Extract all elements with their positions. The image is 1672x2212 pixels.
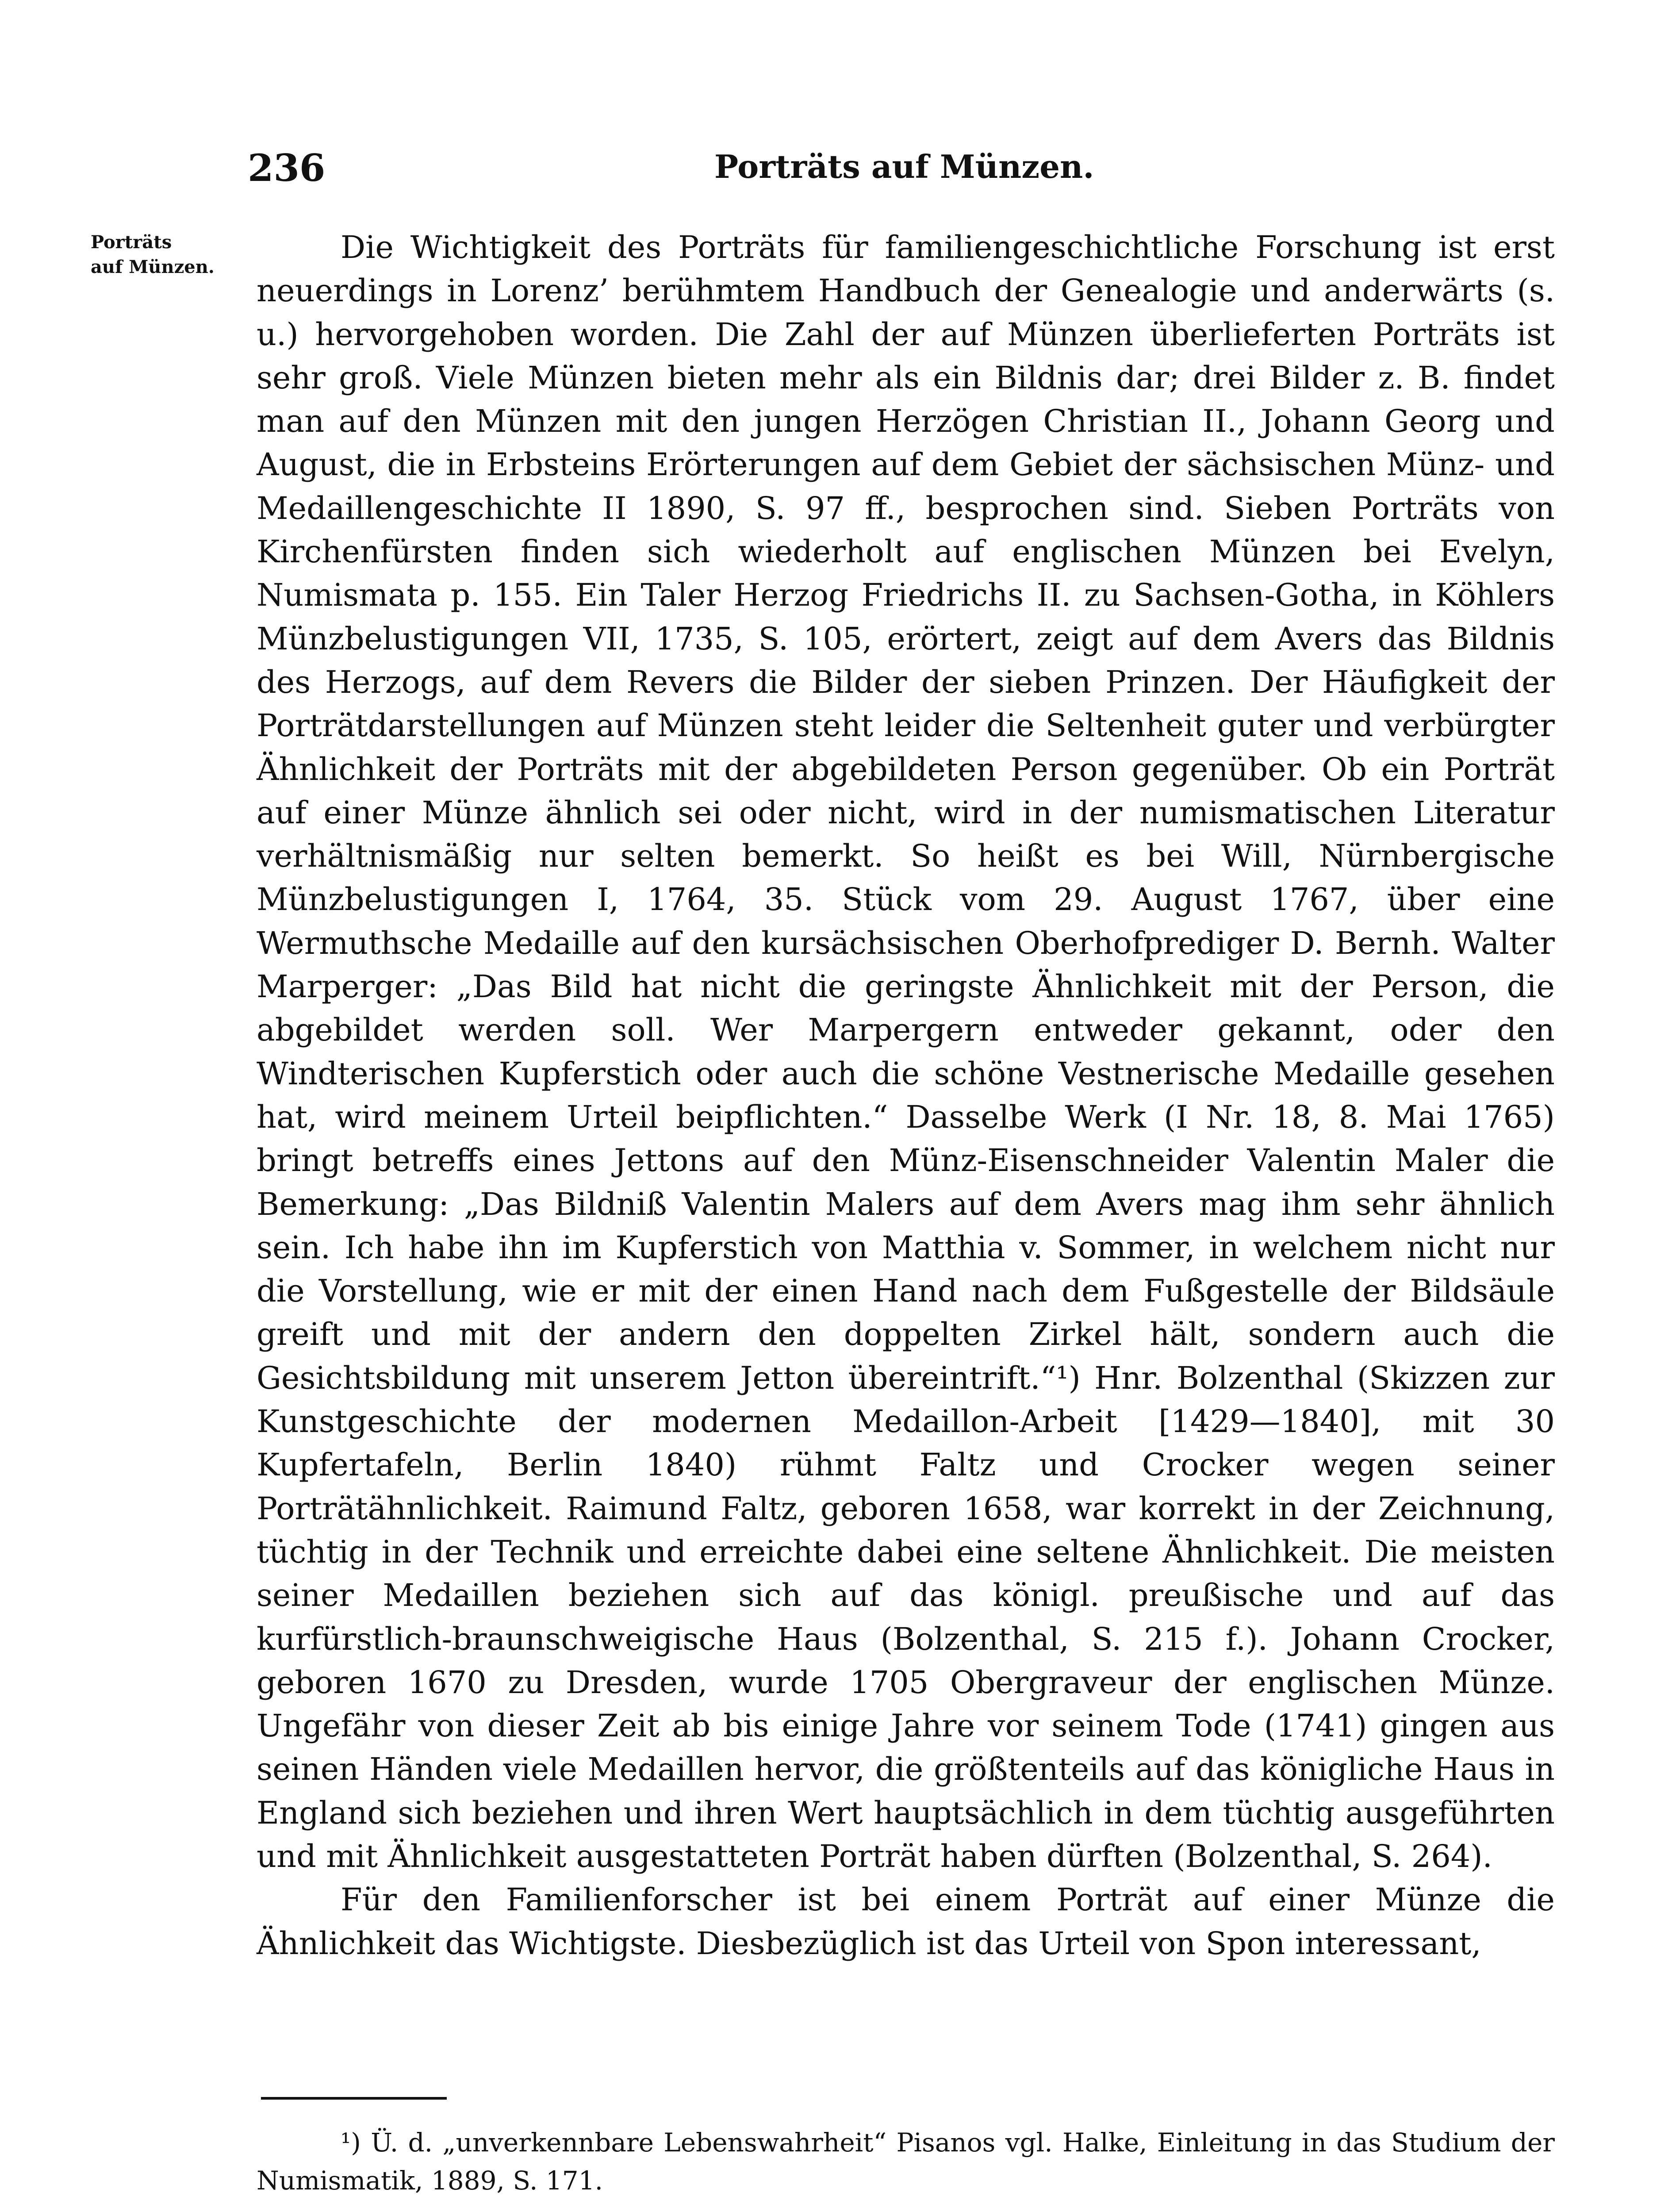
margin-note-line: auf Münzen. (91, 257, 215, 277)
margin-note (91, 230, 250, 280)
margin-note-line: Porträts (91, 232, 172, 253)
running-head: Porträts auf Münzen. (714, 148, 1094, 185)
paragraph: Die Wichtigkeit des Porträts für familiengeschichtliche Forschung ist erst neuerdings in Lorenz’ berühmtem Handbuch der Genealogie und anderwärts (s. u.) hervorgehoben worden. Die Zahl der auf Münzen überlieferten Porträts ist sehr groß. Viele Münzen bieten mehr als ein Bildnis dar; drei Bilder z. B. findet man auf den Münzen mit den jungen Herzögen Christian II., Johann Georg und August, die in Erbsteins Erörterungen auf dem Gebiet der sächsischen Münz- und Medaillengeschichte II 1890, S. 97 ff., besprochen sind. Sieben Porträts von Kirchenfürsten finden sich wiederholt auf englischen Münzen bei Evelyn, Numismata p. 155. Ein Taler Herzog Friedrichs II. zu Sachsen-Gotha, in Köhlers Münzbelustigungen VII, 1735, S. 105, erörtert, zeigt auf dem Avers das Bildnis des Herzogs, auf dem Revers die Bilder der sieben Prinzen. Der Häufigkeit der Porträtdarstellungen auf Münzen steht leider die Seltenheit guter und verbürgter Ähnlichkeit der Porträts mit der abgebildeten Person gegenüber. Ob ein Porträt auf einer Münze ähnlich sei oder nicht, wird in der numismatischen Literatur verhältnismäßig nur selten bemerkt. So heißt es bei Will, Nürnbergische Münzbelustigungen I, 1764, 35. Stück vom 29. August 1767, über eine Wermuthsche Medaille auf den kursächsischen Oberhofprediger D. Bernh. Walter Marperger: „Das Bild hat nicht die geringste Ähnlichkeit mit der Person, die abgebildet werden soll. Wer Marpergern entweder gekannt, oder den Windterischen Kupferstich oder auch die schöne Vestnerische Medaille gesehen hat, wird meinem Urteil beipflichten.“ Dasselbe Werk (I Nr. 18, 8. Mai 1765) bringt betreffs eines Jettons auf den Münz-Eisenschneider Valentin Maler die Bemerkung: „Das Bildniß Valentin Malers auf dem Avers mag ihm sehr ähnlich sein. Ich habe ihn im Kupferstich von Matthia v. Sommer, in welchem nicht nur die Vorstellung, wie er mit der einen Hand nach dem Fußgestelle der Bildsäule greift und mit der andern den doppelten Zirkel hält, sondern auch die Gesichtsbildung mit unserem Jetton übereintrift.“¹) Hnr. Bolzenthal (Skizzen zur Kunstgeschichte der modernen Medaillon-Arbeit [1429—1840], mit 30 Kupfertafeln, Berlin 1840) rühmt Faltz und Crocker wegen seiner Porträtähnlichkeit. Raimund Faltz, geboren 1658, war korrekt in der Zeichnung, tüchtig in der Technik und erreichte dabei eine seltene Ähnlichkeit. Die meisten seiner Medaillen beziehen sich auf das königl. preußische und auf das kurfürstlich-braunschweigische Haus (Bolzenthal, S. 215 f.). Johann Crocker, geboren 1670 zu Dresden, wurde 1705 Obergraveur der englischen Münze. Ungefähr von dieser Zeit ab bis einige Jahre vor seinem Tode (1741) gingen aus seinen Händen viele Medaillen hervor, die größtenteils auf das königliche Haus in England sich beziehen und ihren Wert hauptsächlich in dem tüchtig ausgeführten und mit Ähnlichkeit ausgestatteten Porträt haben dürften (Bolzenthal, S. 264). (257, 229, 1555, 1874)
body-text (257, 226, 1555, 1965)
page-header (248, 146, 1553, 190)
footnote (257, 2124, 1555, 2200)
paragraph: Für den Familienforscher ist bei einem Porträt auf einer Münze die Ähnlichkeit das Wichtigste. Diesbezüglich ist das Urteil von Spon interessant, (257, 1882, 1555, 1962)
page-number: 236 (248, 146, 326, 190)
footnote-rule (261, 2097, 447, 2100)
footnote-text: ¹) Ü. d. „unverkennbare Lebenswahrheit“ Pisanos vgl. Halke, Einleitung in das Studium der Numismatik, 1889, S. 171. (257, 2128, 1555, 2196)
